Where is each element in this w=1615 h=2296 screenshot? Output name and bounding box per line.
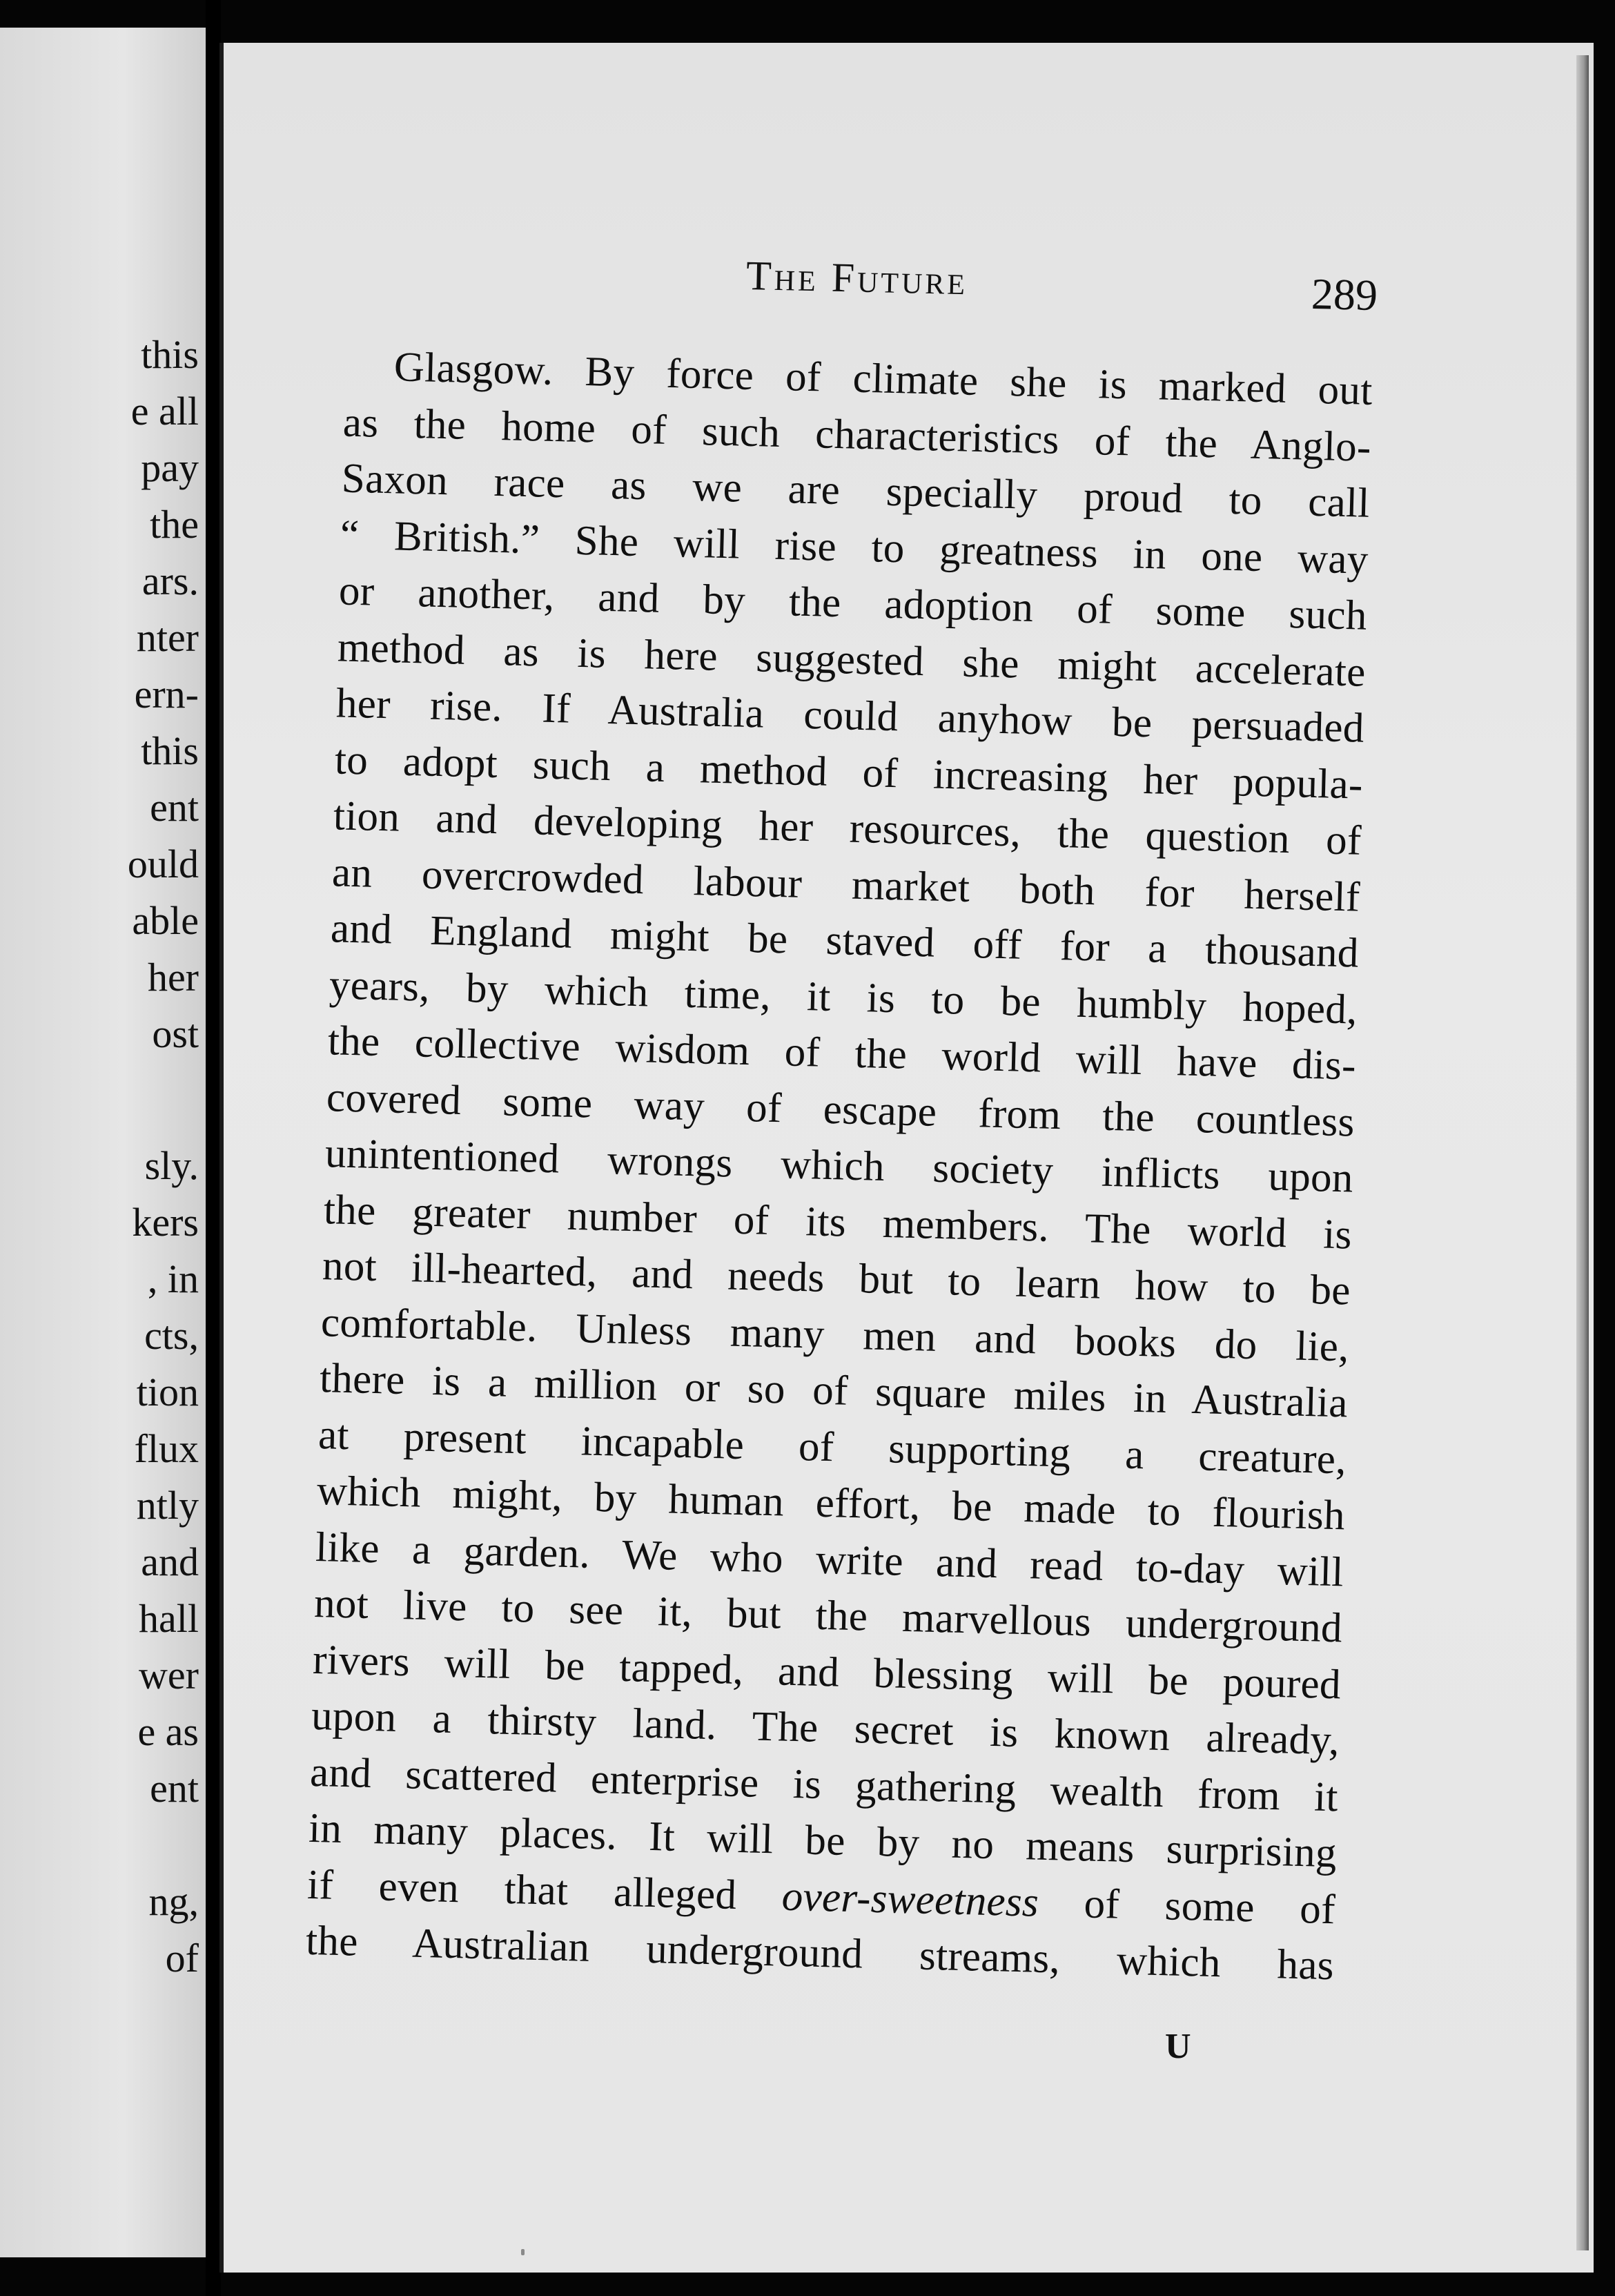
left-page-fragment: flux [134,1426,199,1471]
page-edge-shadow [1576,55,1589,2250]
text-line: in many places. It will be by no means surprising [308,1804,1338,1877]
left-page-fragment: cts, [144,1313,199,1358]
left-page-fragment: this [141,332,199,377]
text-line: the Australian underground streams, which has [305,1917,1335,1989]
left-page-fragment: , in [147,1256,199,1301]
text-line: at present incapable of supporting a creature, [317,1411,1347,1483]
text-line: “ British.” She will rise to greatness in one way [340,511,1369,583]
left-page-fragment: the [150,502,199,547]
left-page-fragment: pay [141,445,199,490]
text-line: Saxon race as we are specially proud to call [341,455,1371,527]
left-page-fragment: ng, [148,1879,199,1924]
text-line: and England might be staved off for a thousand [330,905,1360,977]
left-page-fragment: ntly [136,1483,199,1528]
text-span: of some of [1038,1879,1336,1933]
running-head: The Future [745,252,968,304]
left-page-fragment: ars. [141,558,199,603]
text-line: her rise. If Australia could anyhow be persuaded [335,680,1365,752]
left-page-fragment: ern- [134,672,199,717]
left-page-fragment: ould [127,841,199,886]
left-page-fragment: kers [132,1200,199,1245]
text-line: Glasgow. By force of climate she is marked out [393,344,1373,414]
signature-mark: U [1165,2027,1191,2066]
text-line: to adopt such a method of increasing her popula- [334,736,1364,808]
text-line: comfortable. Unless many men and books do lie, [320,1298,1350,1370]
left-page-fragment: her [147,955,199,1000]
left-page-fragment: ent [150,1766,199,1811]
left-page-fragment: of [165,1936,199,1981]
text-span: if even that alleged [306,1861,783,1920]
left-page-fragment: e all [130,389,199,434]
text-line: an overcrowded labour market both for herself [331,848,1361,921]
left-page-fragment: tion [136,1370,199,1414]
book-gutter [206,0,221,2296]
text-line: tion and developing her resources, the question of [333,792,1362,864]
text-line: the greater number of its members. The world is [323,1186,1353,1258]
text-line: as the home of such characteristics of the Anglo- [342,398,1372,471]
left-page-fragment: hall [139,1596,199,1641]
text-line: not live to see it, but the marvellous underground [313,1579,1343,1652]
body-paragraph [305,338,1373,1994]
text-line: the collective wisdom of the world will have dis- [327,1018,1357,1089]
text-line: or another, and by the adoption of some such [338,567,1368,639]
left-page-fragment: e as [137,1709,199,1754]
page-number: 289 [1311,269,1378,320]
left-page-fragment: sly. [144,1143,199,1188]
left-page-fragment: wer [139,1653,199,1697]
left-page-fragment: ent [150,785,199,830]
text-line: there is a million or so of square miles in Australia [319,1355,1349,1427]
text-line: unintentioned wrongs which society inflicts upon [324,1130,1354,1202]
left-facing-page [0,28,208,2257]
left-page-fragment: able [132,898,199,943]
text-line: years, by which time, it is to be humbly hoped, [329,961,1358,1033]
left-page-fragment: and [141,1539,199,1584]
left-page-fragment: ost [152,1011,199,1056]
text-line: method as is here suggested she might accelerate [337,623,1367,696]
left-page-fragment: this [141,728,199,773]
text-line: which might, by human effort, be made to flourish [316,1468,1346,1539]
text-line: upon a thirsty land. The secret is known already, [311,1692,1340,1764]
italic-phrase: over-sweetness [781,1873,1039,1926]
text-line: not ill-hearted, and needs but to learn how to be [322,1243,1351,1314]
text-line: rivers will be tapped, and blessing will be poured [312,1636,1342,1708]
text-line: covered some way of escape from the countless [326,1073,1355,1146]
text-line: and scattered enterprise is gathering wealth from it [309,1749,1339,1820]
left-page-fragment: nter [136,615,199,660]
dust-speck [521,2249,525,2255]
text-line: like a garden. We who write and read to-day will [315,1524,1344,1595]
